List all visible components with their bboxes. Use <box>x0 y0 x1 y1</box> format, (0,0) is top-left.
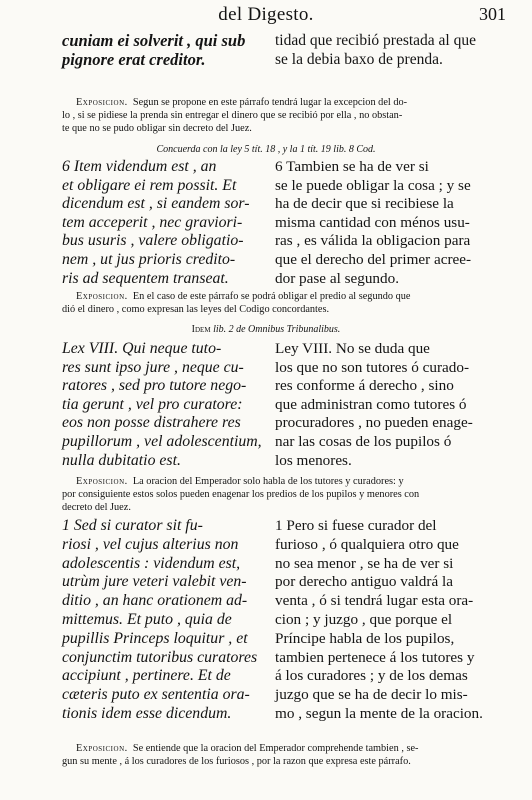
spanish-line: venta , ó si tendrá lugar esta ora- <box>275 592 474 610</box>
note-label: Exposicion. <box>76 97 128 108</box>
spanish-line: misma cantidad con ménos usu- <box>275 213 470 231</box>
running-title: del Digesto. <box>218 4 314 25</box>
note-line: Segun se propone en este párrafo tendrá lugar la excepcion del do- <box>132 97 408 108</box>
latin-line: tionis idem esse dicendum. <box>62 704 232 722</box>
spanish-line: juzgo que se ha de decir lo mis- <box>275 686 468 704</box>
spanish-line: que el derecho del primer acree- <box>275 250 472 268</box>
latin-line: et obligare ei rem possit. Et <box>62 176 237 194</box>
latin-column <box>62 31 274 69</box>
lex-8 <box>0 340 532 473</box>
latin-line: tia gerunt , vel pro curatore: <box>62 395 243 413</box>
paragraph-6 <box>0 158 532 291</box>
latin-column <box>62 340 274 470</box>
latin-line: cuniam ei solverit , qui sub <box>62 31 246 50</box>
latin-line: ditio , an hanc orationem ad- <box>62 592 248 610</box>
note-line: gun su mente , á los curadores de los furiosos , por la razon que expresa este párrafo. <box>62 756 411 767</box>
latin-line: cæteris puto ex sententia ora- <box>62 686 250 704</box>
spanish-line: Príncipe habla de los pupilos, <box>275 629 455 647</box>
spanish-line: los menores. <box>275 451 352 469</box>
note-line: dió el dinero , como expresan las leyes del Codigo concordantes. <box>62 304 330 315</box>
latin-line: ratores , sed pro tutore nego- <box>62 377 247 395</box>
latin-line: riosi , vel cujus alterius non <box>62 535 239 553</box>
latin-line: 1 Sed si curator sit fu- <box>62 517 203 534</box>
page-header <box>0 0 532 28</box>
latin-line: adolescentis : videndum est, <box>62 554 241 572</box>
exposicion-note <box>62 475 487 514</box>
spanish-line: furioso , ó qualquiera otro que <box>275 535 459 553</box>
latin-line: 6 Item videndum est , an <box>62 158 217 175</box>
spanish-line: res conforme á derecho , sino <box>275 377 454 395</box>
page-number: 301 <box>479 4 506 24</box>
latin-line: utrùm jure veteri valebit ven- <box>62 573 247 591</box>
note-label: Exposicion. <box>76 291 128 302</box>
note-label: Exposicion. <box>76 743 128 754</box>
reference-text: lib. 2 de Omnibus Tribunalibus. <box>213 324 341 335</box>
latin-line: nulla dubitatio est. <box>62 451 181 469</box>
latin-line: dicendum est , si eandem sor- <box>62 195 250 213</box>
continuation-block <box>0 31 532 71</box>
spanish-line: no sea menor , se ha de ver si <box>275 554 454 572</box>
latin-line: pupillorum , vel adolescentium, <box>62 432 262 450</box>
latin-line: eos non posse distrahere res <box>62 414 241 432</box>
spanish-line: se le puede obligar la cosa ; y se <box>275 176 471 194</box>
exposicion-note <box>62 742 487 768</box>
note-line: La oracion del Emperador solo habla de los tutores y curadores: y <box>132 476 404 487</box>
reference-label: Idem <box>191 324 211 335</box>
latin-line: pignore erat creditor. <box>62 50 206 69</box>
spanish-line: por derecho antiguo valdrá la <box>275 573 453 591</box>
latin-line: nem , ut jus prioris credito- <box>62 250 236 268</box>
spanish-line: nar las cosas de los pupilos ó <box>275 432 452 450</box>
latin-line: ris ad sequentem transeat. <box>62 269 229 287</box>
spanish-line: tambien pertenece á los tutores y <box>275 648 475 666</box>
latin-line: mittemus. Et puto , quia de <box>62 610 232 628</box>
spanish-line: á los curadores ; y de los demas <box>275 667 468 685</box>
spanish-line: se la debia baxo de prenda. <box>275 51 443 68</box>
note-line: te que no se pudo obligar sin decreto del Juez. <box>62 123 252 134</box>
latin-line: accipiunt , pertinere. Et de <box>62 667 231 685</box>
spanish-line: 6 Tambien se ha de ver si <box>275 158 429 175</box>
spanish-line: cion ; y juzgo , que porque el <box>275 610 453 628</box>
latin-column <box>62 517 274 724</box>
note-line: En el caso de este párrafo se podrá obligar el predio al segundo que <box>132 291 411 302</box>
latin-line: res sunt ipso jure , neque cu- <box>62 358 244 376</box>
spanish-line: tidad que recibió prestada al que <box>275 32 476 49</box>
latin-line: pupillis Princeps loquitur , et <box>62 629 248 647</box>
latin-line: conjunctim tutoribus curatores <box>62 648 258 666</box>
paragraph-1 <box>0 517 532 727</box>
note-label: Exposicion. <box>76 476 128 487</box>
concordance-reference <box>0 324 532 335</box>
spanish-column <box>275 158 485 288</box>
latin-column <box>62 158 274 288</box>
spanish-column <box>275 340 485 470</box>
latin-line: bus usuris , valere obligatio- <box>62 232 244 250</box>
exposicion-note <box>62 96 487 135</box>
spanish-line: ha de decir que si recibiese la <box>275 195 454 213</box>
latin-line: tem acceperit , nec graviori- <box>62 213 243 231</box>
spanish-line: procuradores , no pueden enage- <box>275 414 473 432</box>
spanish-line: los que no son tutores ó curado- <box>275 358 470 376</box>
note-line: lo , si se pidiese la prenda sin entregar el dinero que se recibió por ella , no obstan- <box>62 110 403 121</box>
note-line: Se entiende que la oracion del Emperador comprehende tambien , se- <box>132 743 419 754</box>
exposicion-note <box>62 290 487 316</box>
concordance-reference: Concuerda con la ley 5 tít. 18 , y la 1 tít. 19 lib. 8 Cod. <box>156 144 376 155</box>
latin-line: Lex VIII. Qui neque tuto- <box>62 340 222 357</box>
spanish-line: que administran como tutores ó <box>275 395 467 413</box>
spanish-line: Ley VIII. No se duda que <box>275 340 430 357</box>
spanish-line: dor pase al segundo. <box>275 269 399 287</box>
spanish-column <box>275 31 485 69</box>
spanish-line: ras , es válida la obligacion para <box>275 232 471 250</box>
spanish-line: 1 Pero si fuese curador del <box>275 517 437 534</box>
note-line: decreto del Juez. <box>62 502 131 513</box>
spanish-column <box>275 517 485 724</box>
note-line: por consiguiente estos solos pueden enagenar los predios de los pupilos y menores con <box>62 489 420 500</box>
spanish-line: mo , segun la mente de la oracion. <box>275 704 483 722</box>
